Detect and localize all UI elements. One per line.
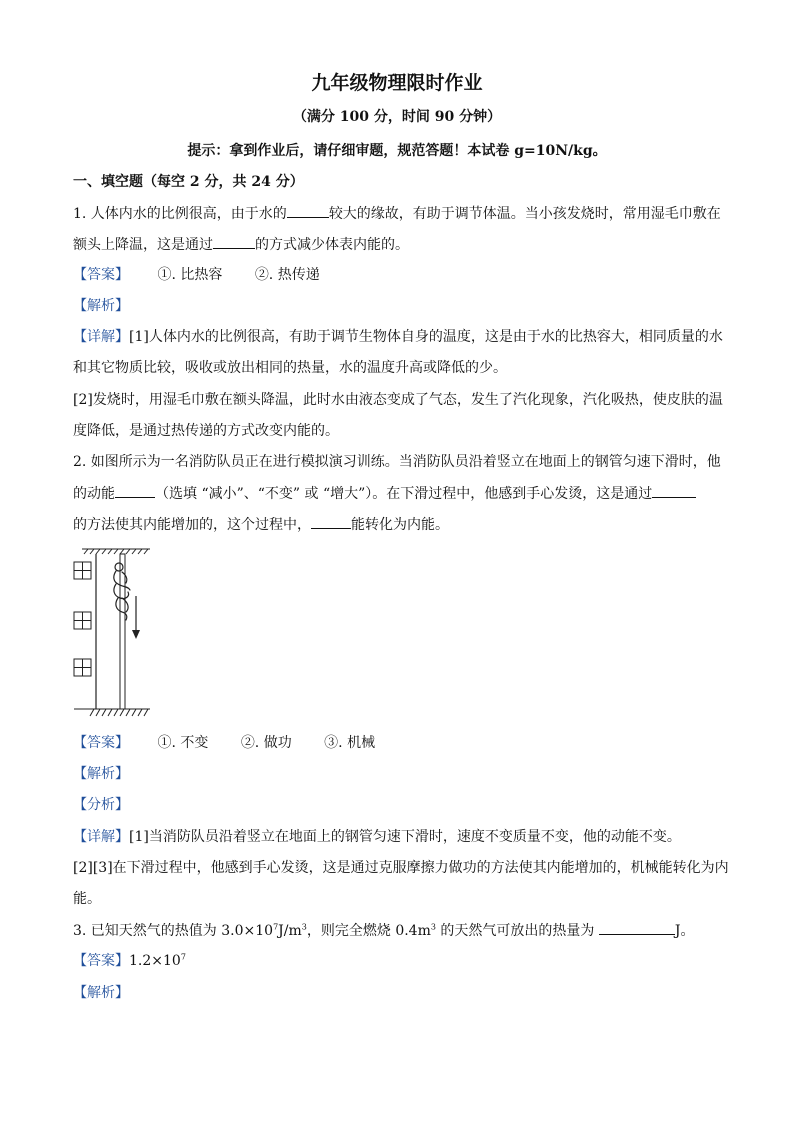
q2-text-2a: 的动能: [73, 486, 115, 502]
explain-tag: 【分析】: [73, 797, 129, 813]
detail-tag: 【详解】: [73, 329, 129, 345]
ceiling-hatch: [82, 549, 150, 554]
q1-line-2: [73, 234, 409, 255]
q3-text-b: J/m: [278, 923, 302, 939]
firefighter-figure: [70, 546, 155, 718]
ground-hatch: [88, 709, 150, 716]
q3-exp-1: 7: [273, 922, 279, 932]
exam-tip: 提示：拿到作业后，请仔细审题，规范答题！本试卷 g=10N/kg。: [187, 143, 607, 159]
q3-answer-exp: 7: [180, 952, 186, 962]
q2-answer-2: ②. 做功: [240, 735, 292, 751]
q3-text-c: ，则完全燃烧 0.4m: [306, 923, 431, 939]
q2-blank-2: [652, 483, 696, 498]
answer-tag: 【答案】: [73, 735, 129, 751]
q3-text-a: 3. 已知天然气的热值为 3.0×10: [73, 923, 274, 939]
answer-tag: 【答案】: [73, 267, 129, 283]
q1-detail-4: 度降低，是通过热传递的方式改变内能的。: [73, 423, 339, 439]
q2-text-2b: （选填 “减小”、“不变” 或 “增大”）。在下滑过程中，他感到手心发烫，这是通过: [155, 486, 653, 502]
q3-text-e: J。: [674, 923, 695, 939]
q1-line-1: [73, 203, 721, 224]
q1-answer-1: ①. 比热容: [157, 267, 223, 283]
q2-answer-row: [73, 733, 375, 753]
q3-blank: [599, 920, 675, 935]
q2-detail-1: [73, 827, 681, 847]
page-title: 九年级物理限时作业: [311, 72, 483, 94]
q1-detail-3: [2]发烧时，用湿毛巾敷在额头降温，此时水由液态变成了气态，发生了汽化现象，汽化吸热，使皮肤的温: [73, 392, 723, 408]
q2-text-3b: 能转化为内能。: [351, 517, 449, 533]
q2-detail-2: [2][3]在下滑过程中，他感到手心发烫，这是通过克服摩擦力做功的方法使其内能增加的，机械能转化为内: [73, 860, 729, 876]
q2-line-1: 2. 如图所示为一名消防队员正在进行模拟演习训练。当消防队员沿着竖立在地面上的钢管匀速下滑时，他: [73, 454, 721, 470]
q1-blank-2: [213, 234, 255, 249]
q3-exp-3: 3: [430, 922, 436, 932]
q1-answer-row: [73, 265, 320, 285]
q2-text-3a: 的方法使其内能增加的，这个过程中，: [73, 517, 311, 533]
q2-blank-1: [115, 483, 155, 498]
q3-answer-row: [73, 951, 186, 971]
exam-subtitle: （满分 100 分，时间 90 分钟）: [292, 109, 502, 125]
q2-line-2: [73, 483, 696, 504]
q3-line-1: [73, 920, 695, 941]
q1-detail-1-text: [1]人体内水的比例很高，有助于调节生物体自身的温度，这是由于水的比热容大，相同质量的水: [129, 329, 723, 345]
q3-answer-base: 1.2×10: [129, 953, 181, 969]
q2-detail-1-text: [1]当消防队员沿着竖立在地面上的钢管匀速下滑时，速度不变质量不变，他的动能不变。: [129, 829, 681, 845]
q2-answer-1: ①. 不变: [157, 735, 209, 751]
q1-detail-2: 和其它物质比较，吸收或放出相同的热量，水的温度升高或降低的少。: [73, 360, 507, 376]
analysis-tag: 【解析】: [73, 766, 129, 782]
down-arrow-icon: [132, 596, 140, 639]
steel-pole: [120, 554, 125, 709]
building-windows: [74, 562, 96, 709]
q1-text-2a: 额头上降温，这是通过: [73, 237, 213, 253]
q2-detail-3: 能。: [73, 891, 101, 907]
q3-exp-2: 3: [301, 922, 307, 932]
q1-text-1b: 较大的缘故，有助于调节体温。当小孩发烧时，常用湿毛巾敷在: [328, 206, 721, 222]
q1-detail-1: [73, 327, 723, 347]
q3-text-d: 的天然气可放出的热量为: [435, 923, 595, 939]
q1-text-1a: 1. 人体内水的比例很高，由于水的: [73, 206, 287, 222]
q1-answer-2: ②. 热传递: [254, 267, 320, 283]
q1-blank-1: [287, 203, 329, 218]
section-heading: 一、填空题（每空 2 分，共 24 分）: [73, 174, 304, 190]
answer-tag: 【答案】: [73, 953, 129, 969]
q2-blank-3: [311, 514, 351, 529]
detail-tag: 【详解】: [73, 829, 129, 845]
q2-line-3: [73, 514, 449, 535]
q2-answer-3: ③. 机械: [324, 735, 376, 751]
analysis-tag: 【解析】: [73, 298, 129, 314]
analysis-tag: 【解析】: [73, 985, 129, 1001]
q1-text-2b: 的方式减少体表内能的。: [255, 237, 409, 253]
